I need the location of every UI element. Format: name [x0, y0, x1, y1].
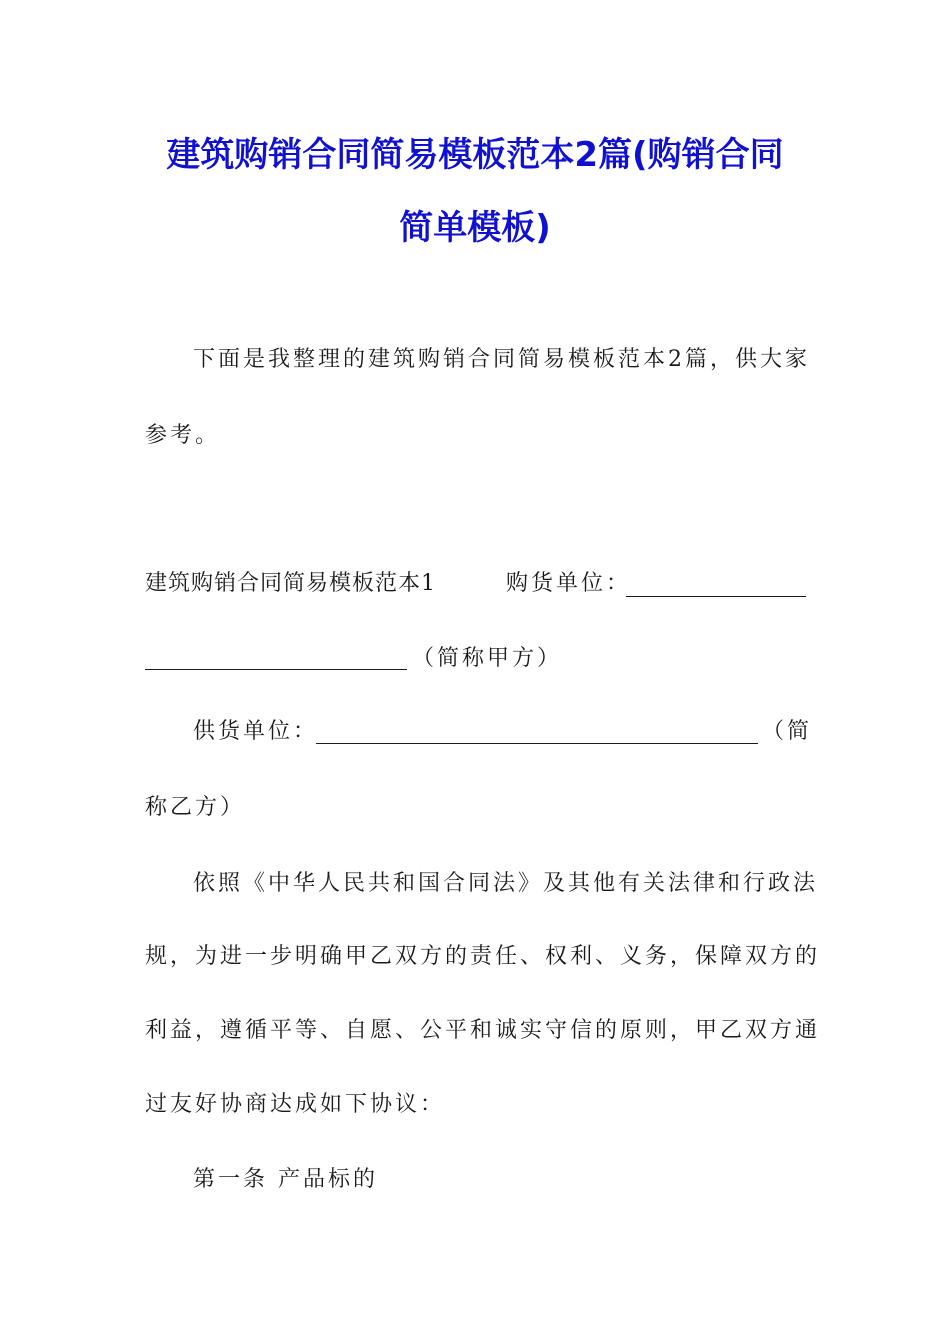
paragraph-line-3: 利益，遵循平等、自愿、公平和诚实守信的原则，甲乙双方通: [145, 1018, 821, 1043]
document-title-line-2: 简单模板): [399, 208, 551, 248]
seller-abbreviation-start: （简: [762, 719, 813, 744]
seller-label: 供货单位：: [193, 719, 319, 744]
buyer-blank-line: [626, 576, 806, 597]
buyer-label: 购货单位：: [506, 571, 632, 596]
intro-line-2: 参考。: [145, 423, 221, 448]
buyer-abbreviation: （简称甲方）: [412, 646, 563, 671]
buyer-blank-line-continued: [145, 649, 407, 670]
document-title-line-1: 建筑购销合同简易模板范本2篇(购销合同: [166, 135, 784, 175]
seller-abbreviation-end: 称乙方）: [145, 795, 246, 820]
paragraph-line-4: 过友好协商达成如下协议：: [145, 1092, 446, 1117]
article-1-heading: 第一条 产品标的: [193, 1167, 378, 1192]
contract-heading-1: 建筑购销合同简易模板范本1: [145, 571, 436, 596]
paragraph-line-2: 规，为进一步明确甲乙双方的责任、权利、义务，保障双方的: [145, 944, 821, 969]
seller-blank-line: [316, 723, 758, 744]
paragraph-line-1: 依照《中华人民共和国合同法》及其他有关法律和行政法: [193, 871, 819, 896]
intro-line-1: 下面是我整理的建筑购销合同简易模板范本2篇，供大家: [193, 347, 810, 372]
